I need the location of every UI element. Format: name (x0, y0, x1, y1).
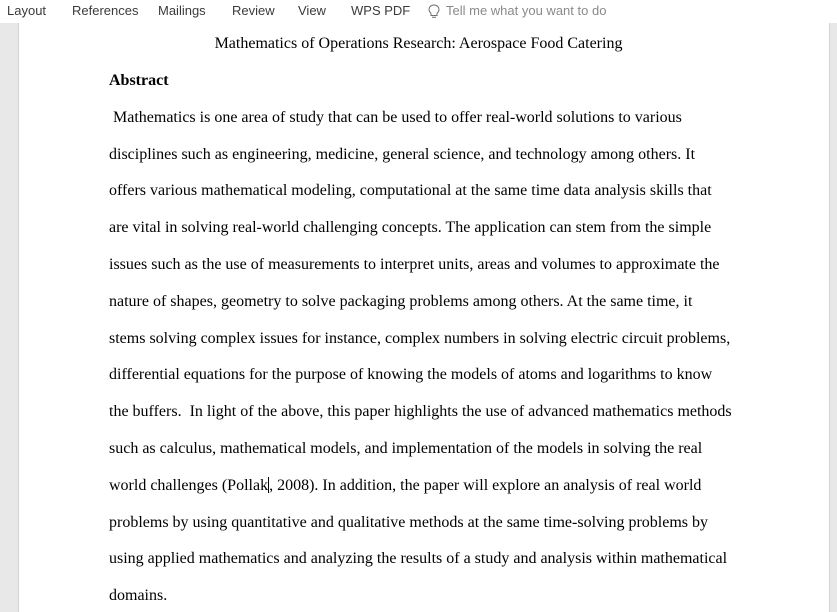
paragraph-line: such as calculus, mathematical models, and implementation of the models in solving the real (109, 440, 703, 457)
paragraph-line-with-cursor (109, 477, 701, 495)
tab-wps-pdf[interactable]: WPS PDF (351, 3, 411, 18)
tab-references[interactable]: References (72, 3, 139, 18)
paragraph-line: the buffers. In light of the above, this paper highlights the use of advanced mathematics methods (109, 403, 732, 420)
tab-review[interactable]: Review (232, 3, 275, 18)
paragraph-line: differential equations for the purpose of knowing the models of atoms and logarithms to know (109, 366, 713, 383)
ribbon-tab-bar (0, 0, 837, 23)
line-text-before-cursor: world challenges (Pollak (109, 477, 269, 494)
paragraph-line: disciplines such as engineering, medicine, general science, and technology among others. It (109, 146, 696, 163)
paragraph-line: problems by using quantitative and qualitative methods at the same time-solving problems by (109, 514, 708, 531)
tab-mailings[interactable]: Mailings (158, 3, 206, 18)
paragraph-line: stems solving complex issues for instance, complex numbers in solving electric circuit problems, (109, 330, 731, 347)
abstract-heading: Abstract (109, 72, 169, 89)
line-text-after-cursor: , 2008). In addition, the paper will explore an analysis of real world (269, 477, 702, 494)
paragraph-line: Mathematics is one area of study that can be used to offer real-world solutions to various (109, 109, 682, 126)
tab-view[interactable]: View (298, 3, 326, 18)
paragraph-line: nature of shapes, geometry to solve packaging problems among others. At the same time, it (109, 293, 693, 310)
paragraph-line: offers various mathematical modeling, computational at the same time data analysis skills that (109, 182, 712, 199)
lightbulb-icon (428, 4, 440, 19)
paragraph-line: issues such as the use of measurements to interpret units, areas and volumes to approximate the (109, 256, 720, 273)
paragraph-line: domains. (109, 587, 168, 604)
document-title: Mathematics of Operations Research: Aerospace Food Catering (214, 35, 623, 52)
tell-me-placeholder: Tell me what you want to do (446, 3, 607, 18)
paragraph-line: using applied mathematics and analyzing the results of a study and analysis within mathematical (109, 550, 728, 567)
paragraph-line: are vital in solving real-world challenging concepts. The application can stem from the simple (109, 219, 712, 236)
tab-layout[interactable]: Layout (7, 3, 47, 18)
